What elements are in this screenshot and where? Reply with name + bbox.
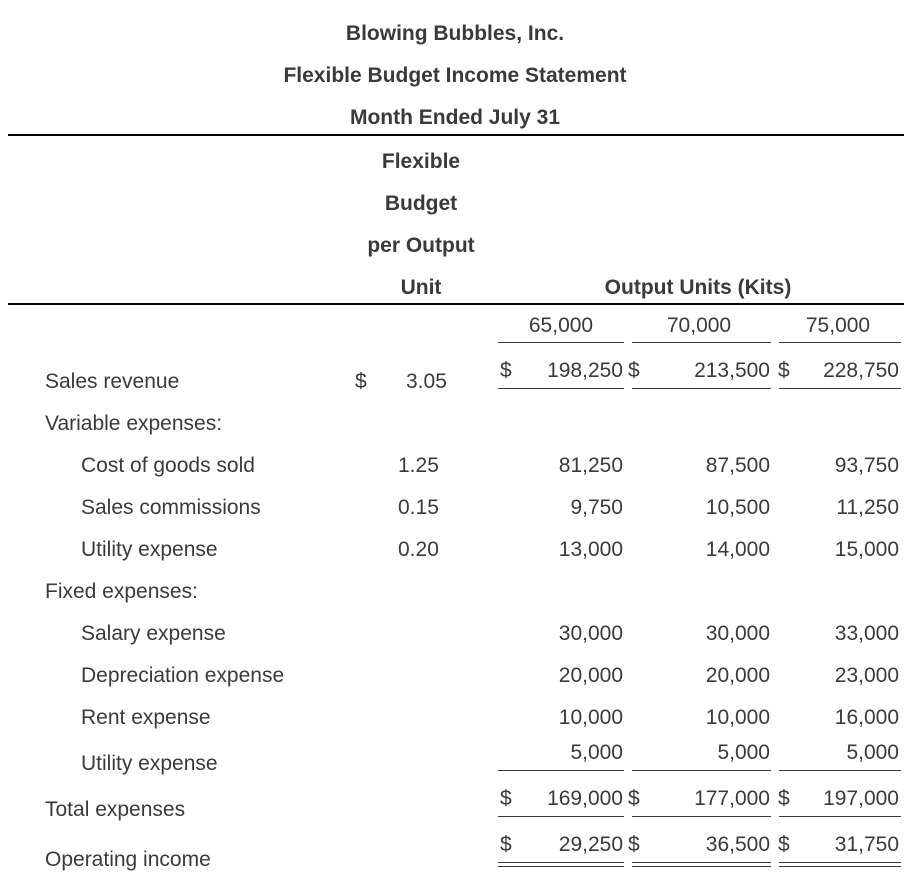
rent-col-2: 10,000: [705, 706, 770, 729]
utility-fixed-col-2: 5,000: [717, 741, 770, 764]
total-expenses-col-3: 197,000: [823, 787, 899, 810]
commissions-col-2: 10,500: [705, 496, 770, 519]
row-label-depreciation: Depreciation expense: [81, 664, 285, 687]
currency-sales-col-3: $: [778, 359, 790, 382]
units-col-3: 75,000: [805, 314, 871, 337]
row-label-operating-income: Operating income: [45, 848, 211, 871]
units-col-1: 65,000: [528, 314, 594, 337]
output-units-head: Output Units (Kits): [604, 276, 792, 299]
rent-col-3: 16,000: [834, 706, 899, 729]
operating-income-col-1: 29,250: [558, 833, 623, 856]
utility-variable-col-3: 15,000: [834, 538, 899, 561]
operating-income-col-3: 31,750: [834, 833, 899, 856]
total-expenses-col-1: 169,000: [547, 787, 623, 810]
currency-total-col-2: $: [628, 787, 640, 810]
row-label-sales-revenue: Sales revenue: [45, 370, 180, 393]
units-underline-3: [779, 342, 901, 343]
commissions-col-3: 11,250: [836, 496, 899, 519]
operating-income-col-2: 36,500: [705, 833, 770, 856]
income-double-underline-1: [498, 862, 624, 867]
per-unit-head-line4: Unit: [400, 276, 442, 299]
cogs-col-2: 87,500: [705, 454, 770, 477]
depreciation-col-1: 20,000: [558, 664, 623, 687]
sales-col-3: 228,750: [823, 359, 899, 382]
total-underline-2: [632, 816, 771, 817]
utility-fixed-col-3: 5,000: [846, 741, 899, 764]
row-label-utility-fixed: Utility expense: [81, 752, 218, 775]
header-rule-top: [8, 134, 904, 136]
fixed-underline-1: [498, 770, 624, 771]
per-unit-sales-revenue: 3.05: [406, 370, 447, 393]
cogs-col-1: 81,250: [558, 454, 623, 477]
per-unit-sales-commissions: 0.15: [398, 496, 439, 519]
fixed-underline-3: [779, 770, 901, 771]
units-underline-1: [498, 342, 624, 343]
currency-income-col-2: $: [628, 833, 640, 856]
currency-sales-col-1: $: [500, 359, 512, 382]
currency-income-col-3: $: [778, 833, 790, 856]
utility-variable-col-2: 14,000: [705, 538, 770, 561]
salary-col-1: 30,000: [558, 622, 623, 645]
statement-period: Month Ended July 31: [349, 106, 561, 129]
statement-title: Flexible Budget Income Statement: [283, 64, 627, 87]
income-double-underline-3: [779, 862, 901, 867]
row-label-cogs: Cost of goods sold: [81, 454, 255, 477]
fixed-underline-2: [632, 770, 771, 771]
currency-sales-col-2: $: [628, 359, 640, 382]
row-label-sales-commissions: Sales commissions: [81, 496, 261, 519]
total-underline-3: [779, 816, 901, 817]
units-underline-2: [632, 342, 771, 343]
row-label-salary: Salary expense: [81, 622, 226, 645]
per-unit-utility-variable: 0.20: [398, 538, 439, 561]
row-label-utility-variable: Utility expense: [81, 538, 218, 561]
units-col-2: 70,000: [666, 314, 732, 337]
total-underline-1: [498, 816, 624, 817]
commissions-col-1: 9,750: [570, 496, 623, 519]
currency-total-col-3: $: [778, 787, 790, 810]
currency-income-col-1: $: [500, 833, 512, 856]
company-name: Blowing Bubbles, Inc.: [345, 22, 565, 45]
currency-total-col-1: $: [500, 787, 512, 810]
salary-col-3: 33,000: [834, 622, 899, 645]
row-label-total-expenses: Total expenses: [45, 798, 186, 821]
section-variable-expenses: Variable expenses:: [45, 412, 223, 435]
sales-underline-3: [779, 388, 901, 389]
per-unit-currency: $: [355, 370, 367, 393]
per-unit-head-line3: per Output: [367, 234, 475, 257]
utility-fixed-col-1: 5,000: [570, 741, 623, 764]
depreciation-col-2: 20,000: [705, 664, 770, 687]
cogs-col-3: 93,750: [834, 454, 899, 477]
header-rule-bottom: [8, 303, 904, 305]
per-unit-head-line2: Budget: [384, 192, 458, 215]
salary-col-2: 30,000: [705, 622, 770, 645]
sales-col-1: 198,250: [547, 359, 623, 382]
depreciation-col-3: 23,000: [834, 664, 899, 687]
per-unit-cogs: 1.25: [398, 454, 439, 477]
section-fixed-expenses: Fixed expenses:: [45, 580, 198, 603]
row-label-rent: Rent expense: [81, 706, 211, 729]
sales-col-2: 213,500: [694, 359, 770, 382]
sales-underline-1: [498, 388, 624, 389]
total-expenses-col-2: 177,000: [694, 787, 770, 810]
utility-variable-col-1: 13,000: [558, 538, 623, 561]
rent-col-1: 10,000: [558, 706, 623, 729]
sales-underline-2: [632, 388, 771, 389]
income-double-underline-2: [632, 862, 771, 867]
per-unit-head-line1: Flexible: [381, 150, 461, 173]
